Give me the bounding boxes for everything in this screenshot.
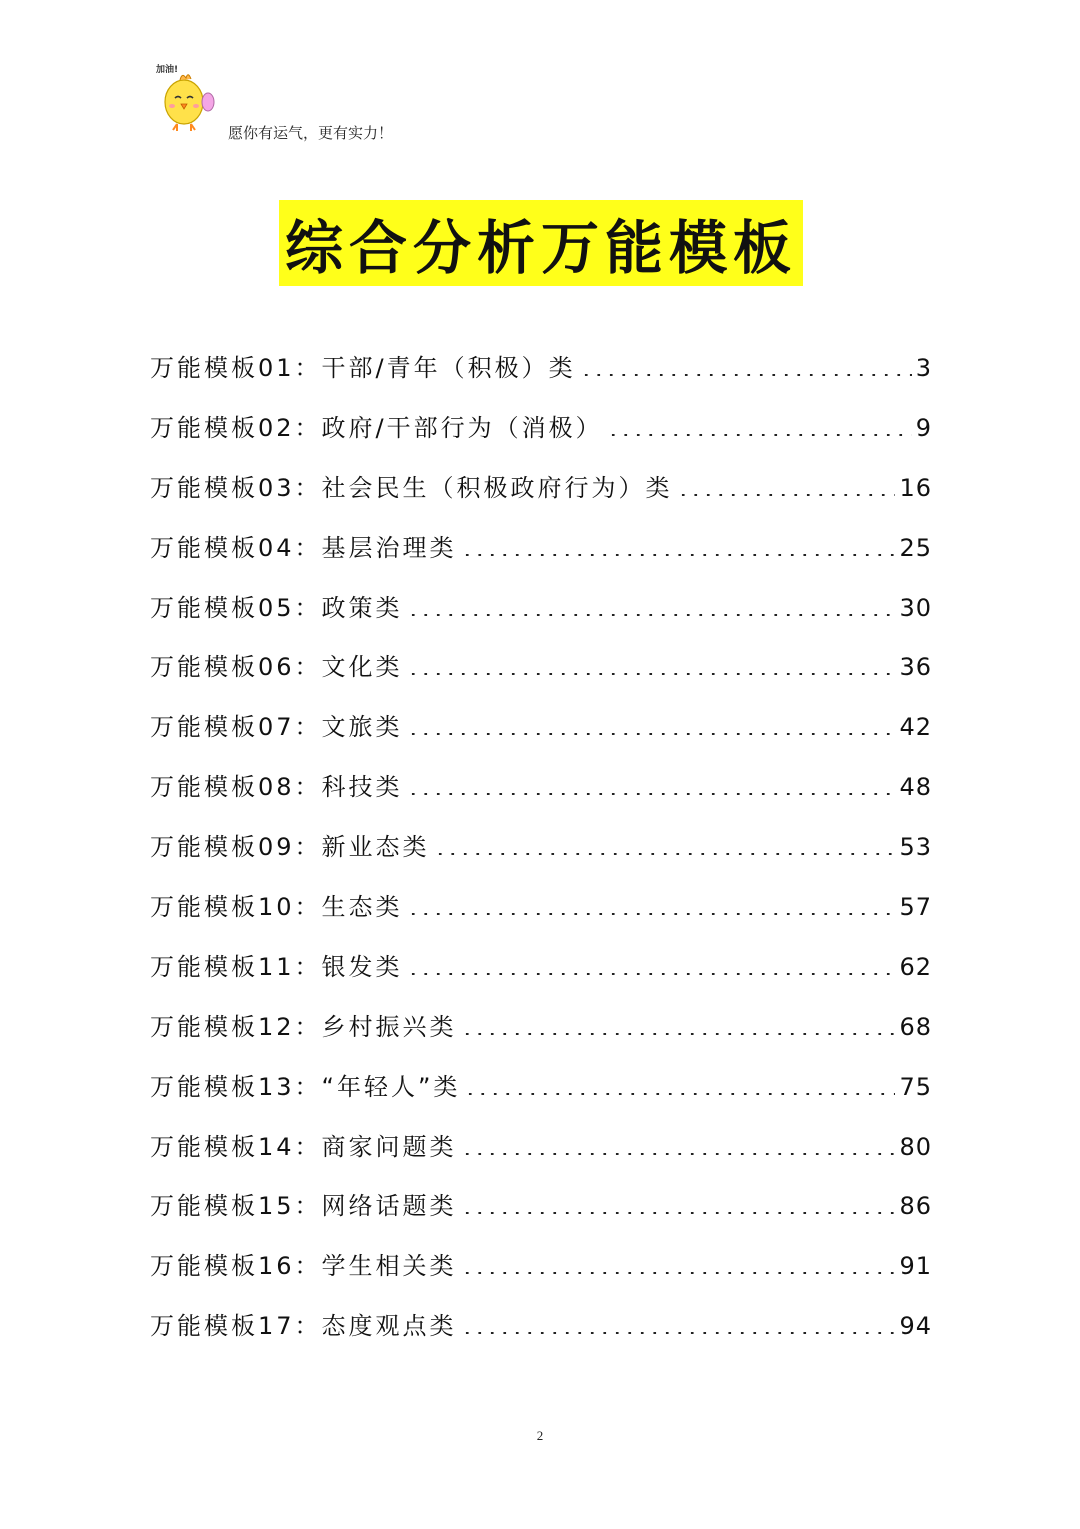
toc-dot-leader (434, 853, 896, 855)
toc-dot-leader (407, 614, 896, 616)
toc-entry-title: 万能模板01：干部/青年（积极）类 (150, 353, 576, 382)
toc-entry-page: 48 (899, 773, 932, 802)
document-title (279, 200, 803, 286)
toc-dot-leader (407, 793, 896, 795)
toc-dot-leader (407, 733, 896, 735)
toc-entry[interactable] (150, 458, 932, 518)
toc-dot-leader (461, 1212, 896, 1214)
toc-entry[interactable] (150, 1176, 932, 1236)
toc-entry-page: 30 (899, 593, 932, 622)
toc-entry[interactable] (150, 697, 932, 757)
toc-entry-title: 万能模板15：网络话题类 (150, 1192, 457, 1221)
toc-entry[interactable] (150, 578, 932, 638)
toc-entry-title: 万能模板05：政策类 (150, 593, 403, 622)
toc-dot-leader (461, 1153, 896, 1155)
toc-entry-title: 万能模板02：政府/干部行为（消极） (150, 413, 603, 442)
toc-entry-page: 91 (899, 1252, 932, 1281)
toc-entry-page: 42 (899, 713, 932, 742)
toc-entry-page: 80 (899, 1132, 932, 1161)
toc-entry-page: 62 (899, 952, 932, 981)
toc-entry-title: 万能模板12：乡村振兴类 (150, 1012, 457, 1041)
toc-entry[interactable] (150, 1117, 932, 1177)
toc-dot-leader (464, 1093, 895, 1095)
toc-entry-title: 万能模板08：科技类 (150, 773, 403, 802)
toc-entry-title: 万能模板06：文化类 (150, 653, 403, 682)
toc-entry-page: 75 (899, 1072, 932, 1101)
toc-entry-title: 万能模板14：商家问题类 (150, 1132, 457, 1161)
page-number: 2 (536, 1428, 544, 1443)
toc-entry-title: 万能模板07：文旅类 (150, 713, 403, 742)
toc-entry-page: 53 (899, 833, 932, 862)
toc-entry-title: 万能模板17：态度观点类 (150, 1312, 457, 1341)
toc-dot-leader (580, 374, 912, 376)
toc-entry-page: 9 (915, 413, 932, 442)
mascot-caption: 加油! (156, 65, 179, 75)
toc-entry[interactable] (150, 1236, 932, 1296)
motto-text: 愿你有运气，更有实力！ (228, 124, 394, 142)
toc-entry[interactable] (150, 637, 932, 697)
toc-entry-title: 万能模板10：生态类 (150, 892, 403, 921)
toc-dot-leader (461, 554, 896, 556)
toc-entry-page: 25 (899, 533, 932, 562)
toc-entry-page: 36 (899, 653, 932, 682)
toc-dot-leader (407, 913, 896, 915)
toc-entry[interactable] (150, 1296, 932, 1356)
toc-entry-page: 86 (899, 1192, 932, 1221)
toc-entry-page: 3 (915, 353, 932, 382)
toc-dot-leader (407, 673, 896, 675)
toc-entry-title: 万能模板11：银发类 (150, 952, 403, 981)
toc-entry[interactable] (150, 1057, 932, 1117)
toc-entry[interactable] (150, 817, 932, 877)
toc-entry-title: 万能模板04：基层治理类 (150, 533, 457, 562)
document-title-text: 综合分析万能模板 (284, 214, 797, 282)
toc-entry[interactable] (150, 937, 932, 997)
toc-entry-page: 94 (899, 1312, 932, 1341)
toc-entry[interactable] (150, 518, 932, 578)
toc-entry-page: 16 (899, 473, 932, 502)
toc-dot-leader (461, 1272, 896, 1274)
toc-entry-title: 万能模板13：“年轻人”类 (150, 1072, 461, 1101)
toc-entry[interactable] (150, 757, 932, 817)
toc-entry[interactable] (150, 997, 932, 1057)
toc-entry-title: 万能模板16：学生相关类 (150, 1252, 457, 1281)
toc-dot-leader (407, 973, 896, 975)
toc-dot-leader (607, 434, 912, 436)
page-header (150, 58, 550, 148)
toc-entry[interactable] (150, 877, 932, 937)
toc-dot-leader (677, 494, 896, 496)
toc-entry-page: 68 (899, 1012, 932, 1041)
toc-entry-title: 万能模板09：新业态类 (150, 833, 430, 862)
toc-entry-page: 57 (899, 892, 932, 921)
toc-dot-leader (461, 1033, 896, 1035)
toc-entry[interactable] (150, 338, 932, 398)
table-of-contents (150, 338, 932, 1356)
toc-entry-title: 万能模板03：社会民生（积极政府行为）类 (150, 473, 673, 502)
toc-entry[interactable] (150, 398, 932, 458)
toc-dot-leader (461, 1332, 896, 1334)
